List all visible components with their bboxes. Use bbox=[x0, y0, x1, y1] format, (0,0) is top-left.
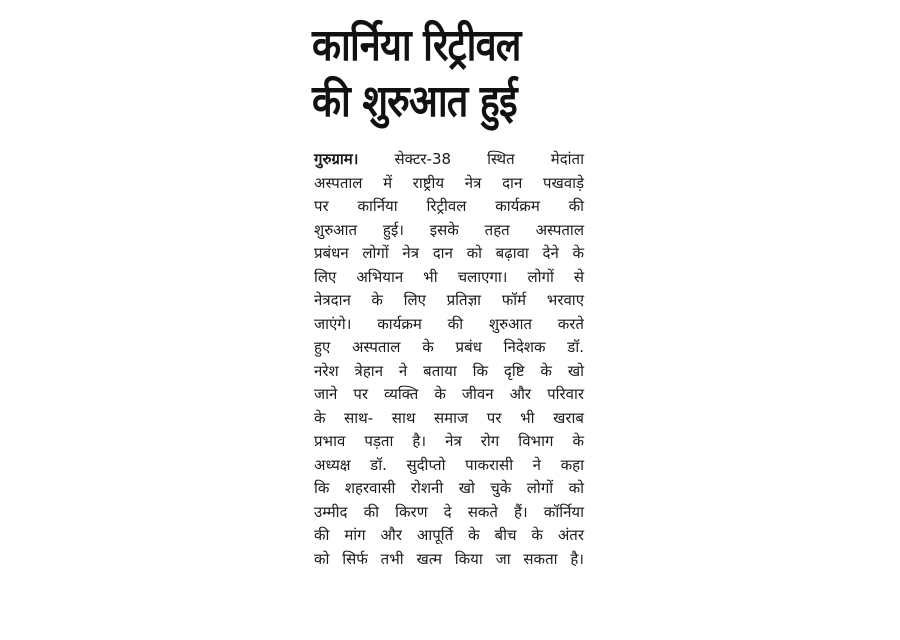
body-line: शुरुआत हुई। इसके तहत अस्पताल bbox=[314, 220, 584, 239]
body-line: जाएंगे। कार्यक्रम की शुरुआत करते bbox=[314, 314, 584, 333]
body-line: नेत्रदान के लिए प्रतिज्ञा फॉर्म भरवाए bbox=[314, 291, 584, 309]
body-line: अध्यक्ष डॉ. सुदीप्तो पाकरासी ने कहा bbox=[314, 455, 584, 474]
body-line: अस्पताल में राष्ट्रीय नेत्र दान पखवाड़े bbox=[314, 173, 584, 192]
body-line: नरेश त्रेहान ने बताया कि दृष्टि के खो bbox=[314, 361, 584, 380]
body-line: पर कार्निया रिट्रीवल कार्यक्रम की bbox=[314, 197, 584, 215]
body-line-first bbox=[314, 148, 584, 172]
dateline: गुरुग्राम। bbox=[314, 150, 359, 168]
news-clipping bbox=[300, 18, 590, 618]
body-line: कि शहरवासी रोशनी खो चुके लोगों को bbox=[314, 479, 584, 497]
body-line-last: को सिर्फ तभी खत्म किया जा सकता है। bbox=[314, 549, 584, 568]
body-line: प्रबंधन लोगों नेत्र दान को बढ़ावा देने के bbox=[314, 244, 584, 262]
headline-line-2: की शुरुआत हुई bbox=[312, 76, 517, 127]
body-line: जाने पर व्यक्ति के जीवन और परिवार bbox=[314, 385, 584, 403]
article-body bbox=[300, 148, 590, 571]
body-line: प्रभाव पड़ता है। नेत्र रोग विभाग के bbox=[314, 432, 584, 450]
body-line: हुए अस्पताल के प्रबंध निदेशक डॉ. bbox=[314, 338, 584, 356]
body-line-text: सेक्टर-38 स्थित मेदांता bbox=[394, 150, 584, 168]
body-line: लिए अभियान भी चलाएगा। लोगों से bbox=[314, 267, 584, 286]
body-line: की मांग और आपूर्ति के बीच के अंतर bbox=[314, 526, 584, 544]
headline bbox=[300, 18, 590, 130]
headline-line-1: कार्निया रिट्रीवल bbox=[312, 20, 521, 71]
body-line: उम्मीद की किरण दे सकते हैं। कॉर्निया bbox=[314, 502, 584, 521]
body-line: के साथ- साथ समाज पर भी खराब bbox=[314, 408, 584, 427]
